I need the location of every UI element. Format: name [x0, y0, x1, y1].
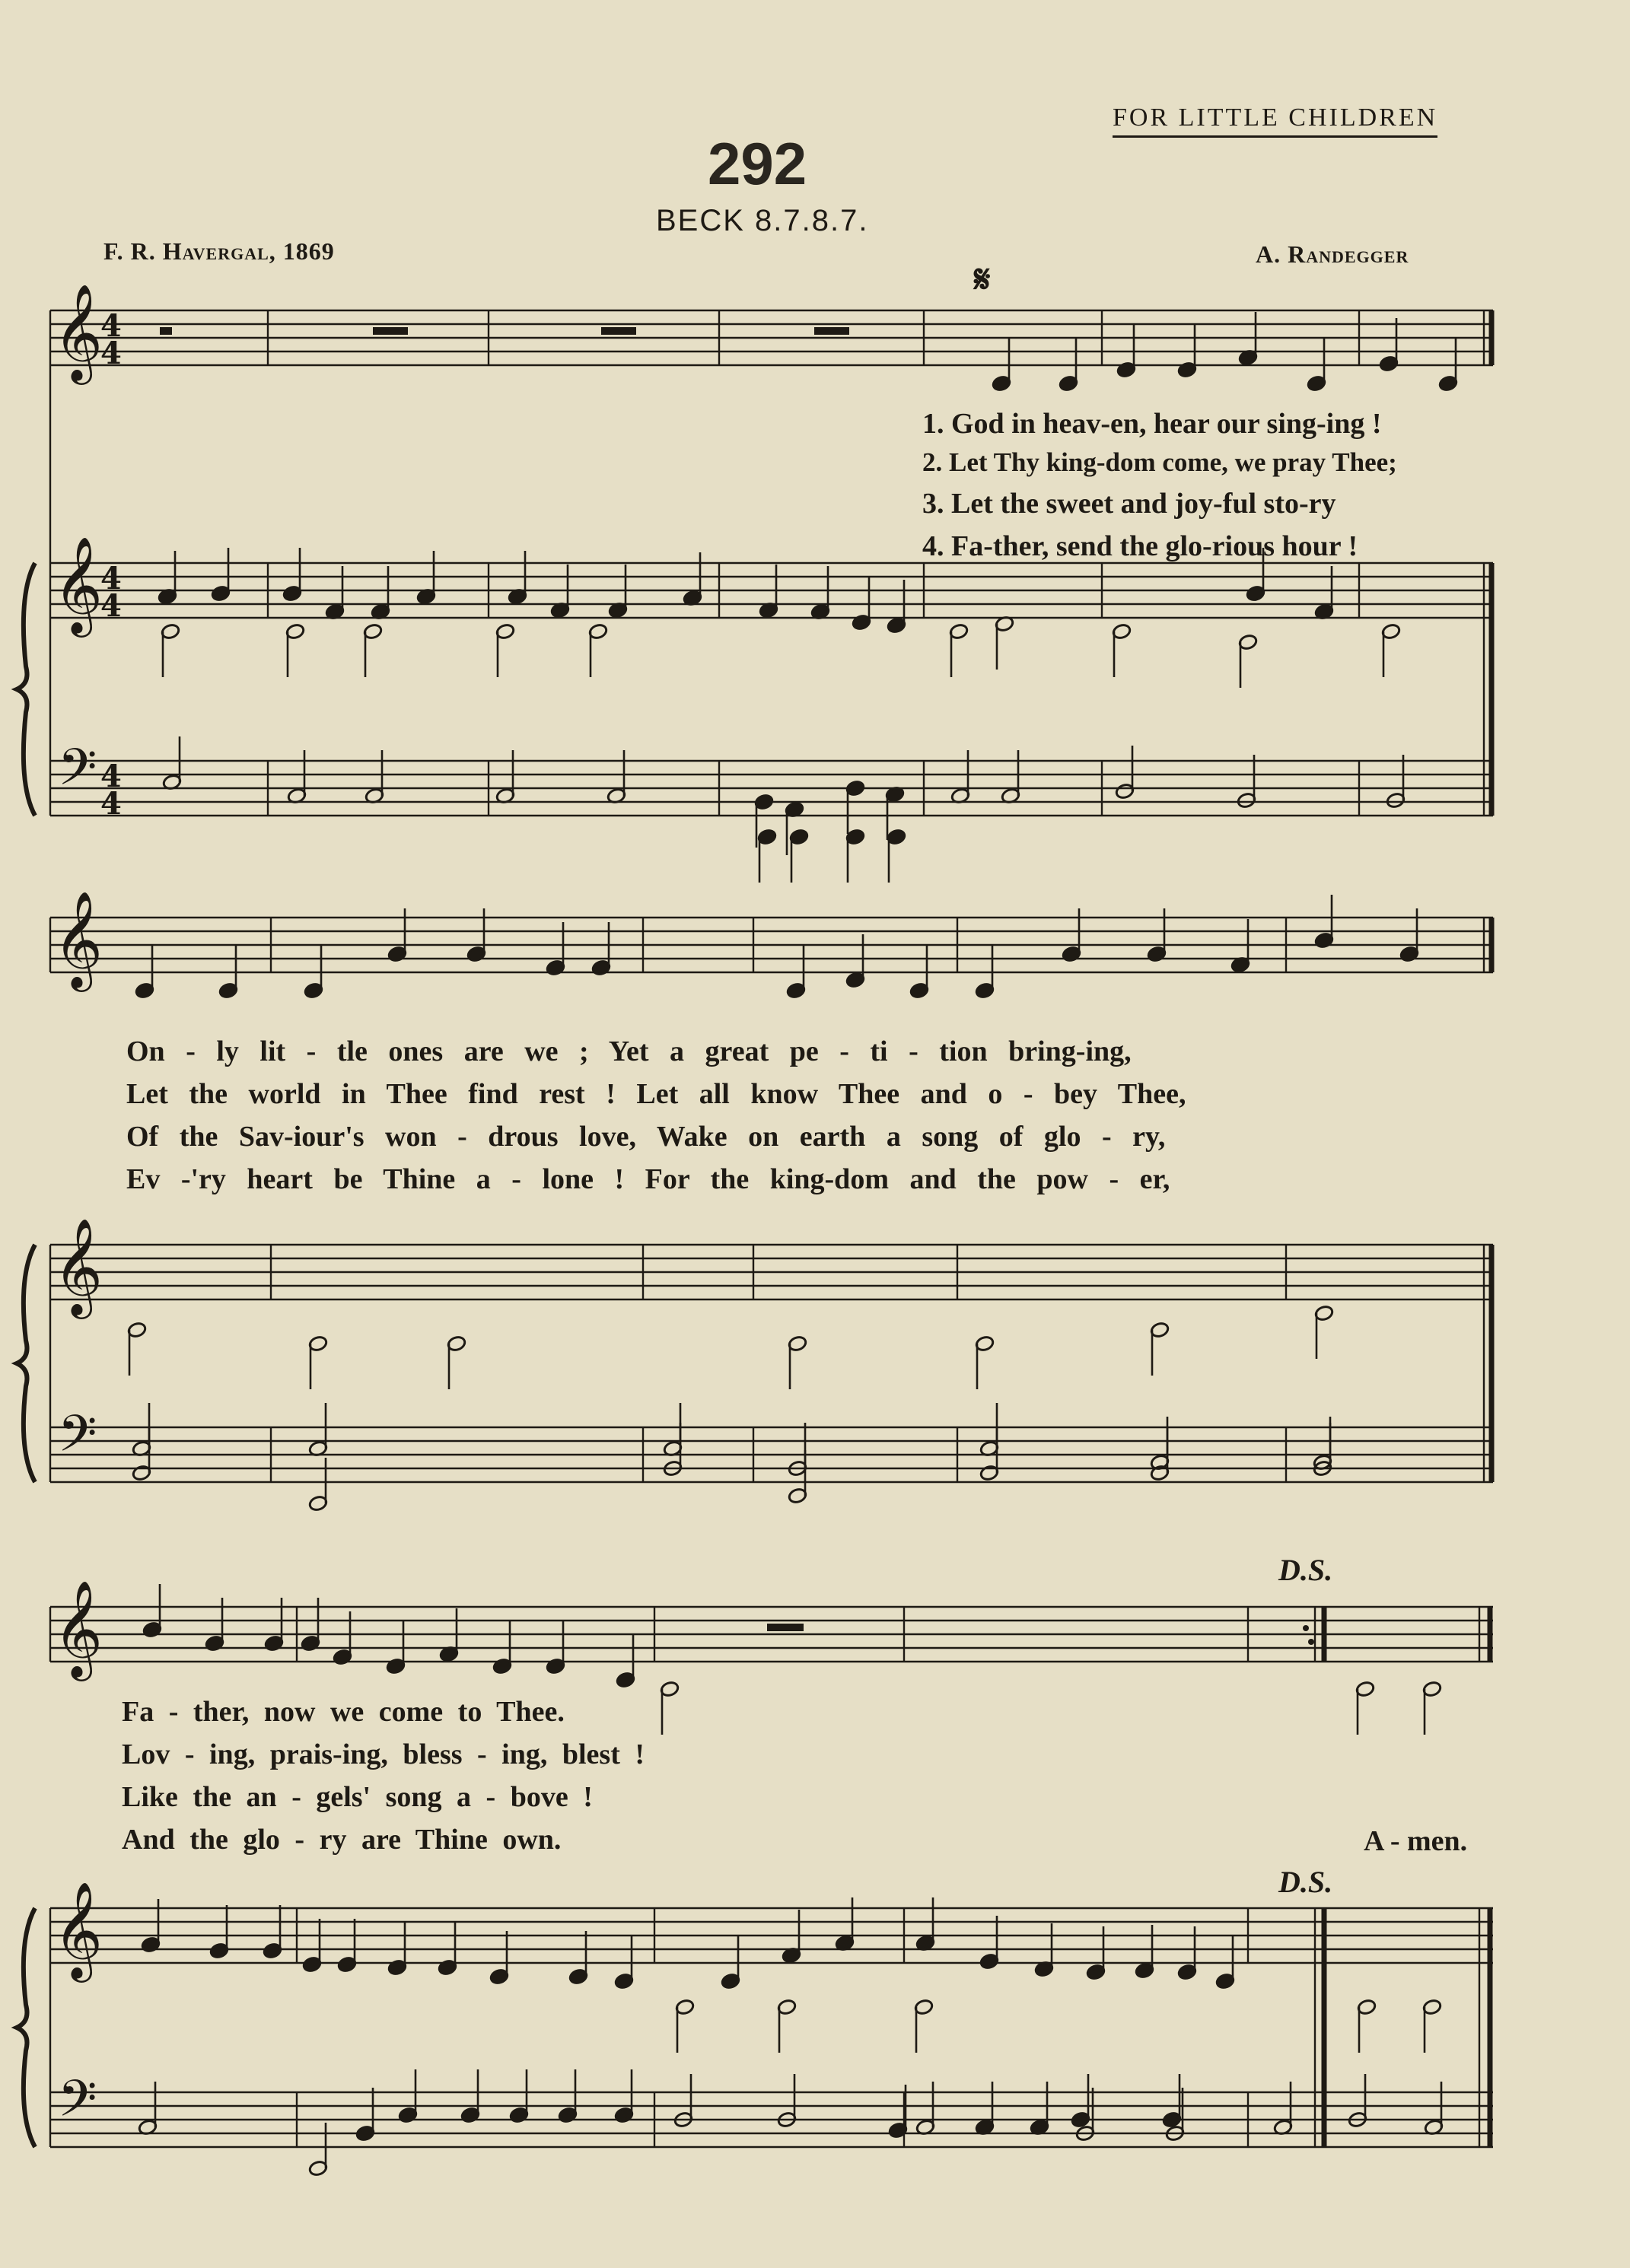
treble-clef-icon: 𝄞: [53, 890, 103, 988]
half-rest: [767, 1624, 782, 1631]
section-heading: FOR LITTLE CHILDREN: [1113, 103, 1437, 138]
brace: [17, 563, 35, 816]
time-signature: 4: [100, 336, 122, 371]
time-signature: 4: [100, 308, 122, 344]
treble-clef-icon: 𝄞: [53, 283, 103, 380]
repeat-dot: [1303, 1625, 1309, 1631]
brace: [17, 1245, 35, 1482]
treble-clef-icon: 𝄞: [53, 536, 103, 633]
verse-line-1: 1. God in heav-en, hear our sing-ing !: [922, 408, 1382, 440]
brace: [17, 1908, 35, 2147]
time-signature: 4: [100, 588, 122, 624]
bass-clef-icon: 𝄢: [58, 738, 97, 809]
lyric-line: On - ly lit - tle ones are we ; Yet a great pe - ti - tion bring-ing,: [126, 1035, 1132, 1067]
tune-name: BECK 8.7.8.7.: [656, 204, 869, 237]
half-rest: [601, 327, 636, 335]
lyric-line: Like the an - gels' song a - bove !: [122, 1781, 593, 1813]
ds-mark-accomp: D.S.: [1278, 1865, 1333, 1899]
time-signature: 4: [100, 759, 122, 794]
repeat-dot: [1308, 1639, 1314, 1645]
lyric-line: Fa - ther, now we come to Thee.: [122, 1696, 565, 1728]
amen-lyric: A - men.: [1364, 1825, 1468, 1857]
verse-line-3: 3. Let the sweet and joy-ful sto-ry: [922, 488, 1336, 520]
author-credit: F. R. Havergal, 1869: [103, 237, 335, 265]
composer-credit: A. Randegger: [1256, 240, 1409, 268]
verse-line-4: 4. Fa-ther, send the glo-rious hour !: [922, 530, 1358, 562]
lyric-line: Let the world in Thee find rest ! Let all know Thee and o - bey Thee,: [126, 1078, 1186, 1110]
bass-clef-icon: 𝄢: [58, 1404, 97, 1475]
segno-sign: 𝄋: [974, 258, 991, 301]
ds-mark-melody: D.S.: [1278, 1553, 1333, 1587]
treble-clef-icon: 𝄞: [53, 1217, 103, 1315]
verse-line-2: 2. Let Thy king-dom come, we pray Thee;: [922, 447, 1397, 477]
half-rest: [814, 327, 849, 335]
treble-clef-icon: 𝄞: [53, 1881, 103, 1978]
bass-clef-icon: 𝄢: [58, 2069, 97, 2140]
time-signature: 4: [100, 786, 122, 822]
time-signature: 4: [100, 561, 122, 596]
lyric-line: Of the Sav-iour's won - drous love, Wake on earth a song of glo - ry,: [126, 1121, 1166, 1153]
lyric-line: Lov - ing, prais-ing, bless - ing, blest !: [122, 1738, 645, 1770]
lyric-line: And the glo - ry are Thine own.: [122, 1824, 562, 1856]
half-rest: [373, 327, 408, 335]
treble-clef-icon: 𝄞: [53, 1579, 103, 1677]
hymn-number: 292: [708, 130, 807, 197]
lyric-line: Ev -'ry heart be Thine a - lone ! For the king-dom and the pow - er,: [126, 1163, 1170, 1195]
half-rest: [160, 327, 172, 335]
